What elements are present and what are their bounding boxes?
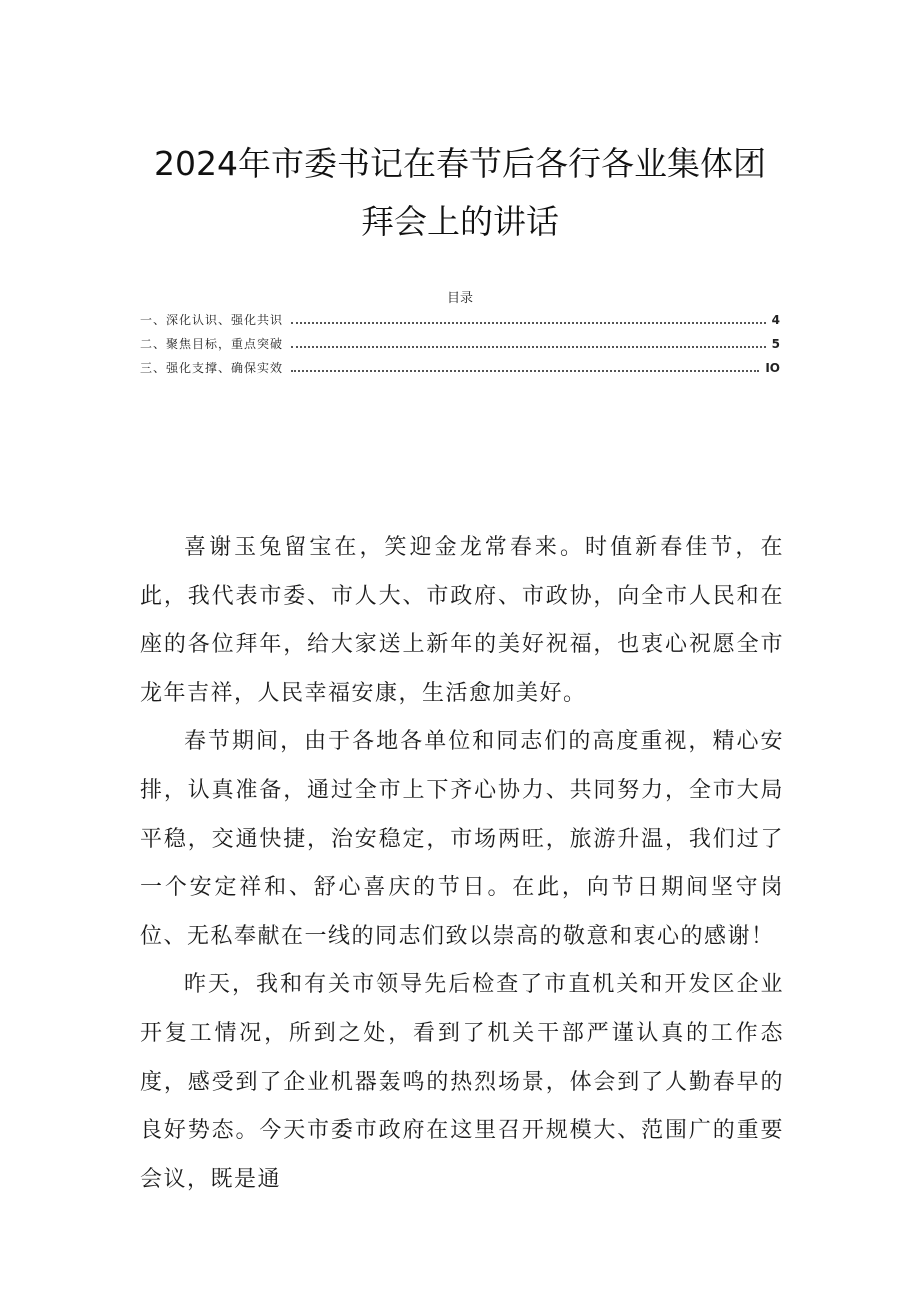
body-paragraph: 昨天，我和有关市领导先后检查了市直机关和开发区企业开复工情况，所到之处，看到了机关干部严谨认真的工作态度，感受到了企业机器轰鸣的热烈场景，体会到了人勤春早的良好势态。今天市委市政府在这里召开规模大、范围广的重要会议，既是通	[140, 972, 784, 1192]
toc-entry-label: 三、强化支撑、确保实效	[140, 361, 284, 375]
toc-entry-label: 一、深化认识、强化共识	[140, 313, 284, 327]
body-paragraph: 春节期间，由于各地各单位和同志们的高度重视，精心安排，认真准备，通过全市上下齐心协力、共同努力，全市大局平稳，交通快捷，治安稳定，市场两旺，旅游升温，我们过了一个安定祥和、舒心喜庆的节日。在此，向节日期间坚守岗位、无私奉献在一线的同志们致以崇高的敬意和衷心的感谢！	[140, 729, 784, 949]
toc-entry[interactable]	[140, 359, 780, 383]
toc-entry[interactable]	[140, 335, 780, 359]
toc-entry-label: 二、聚焦目标，重点突破	[140, 337, 284, 351]
document-title-line-1: 2024年市委书记在春节后各行各业集体团	[154, 144, 766, 183]
toc-entry-page: IO	[765, 361, 780, 375]
toc-entry-page: 4	[771, 313, 780, 327]
toc-entry-page: 5	[771, 337, 780, 351]
toc-entry[interactable]	[140, 311, 780, 335]
table-of-contents	[140, 311, 780, 383]
body-paragraph: 喜谢玉兔留宝在，笑迎金龙常春来。时值新春佳节，在此，我代表市委、市人大、市政府、市政协，向全市人民和在座的各位拜年，给大家送上新年的美好祝福，也衷心祝愿全市龙年吉祥，人民幸福安康，生活愈加美好。	[140, 535, 784, 706]
toc-dot-leader	[291, 322, 766, 324]
document-title-line-2: 拜会上的讲话	[361, 202, 559, 241]
toc-heading: 目录	[446, 291, 473, 306]
document-body	[140, 524, 784, 1204]
toc-dot-leader	[291, 370, 759, 372]
toc-dot-leader	[291, 346, 766, 348]
